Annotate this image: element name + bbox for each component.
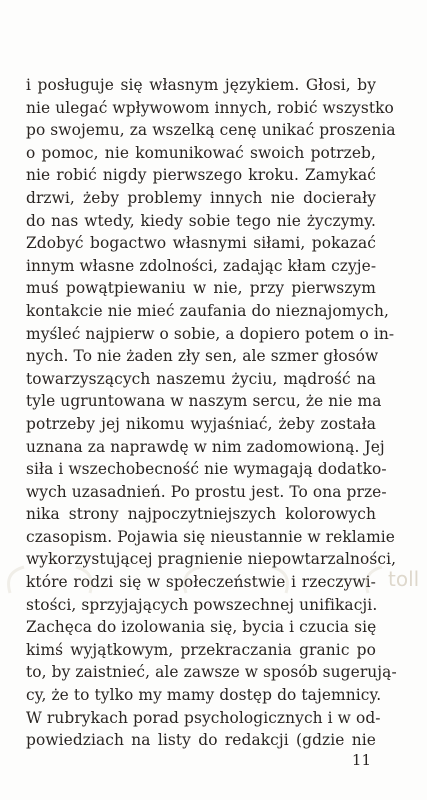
text-line: towarzyszących naszemu życiu, mądrość na xyxy=(26,369,376,388)
text-line: Zachęca do izolowania się, bycia i czucia się xyxy=(26,618,377,637)
text-line: nie robić nigdy pierwszego kroku. Zamykać xyxy=(26,166,376,185)
text-line: o pomoc, nie komunikować swoich potrzeb, xyxy=(26,143,376,162)
text-line: po swojemu, za wszelką cenę unikać proszenia xyxy=(26,121,396,140)
text-line: i posługuje się własnym językiem. Głosi, by xyxy=(26,76,376,94)
text-line: które rodzi się w społeczeństwie i rzeczywi- xyxy=(26,573,376,592)
text-line: stości, sprzyjających powszechnej unifikacji. xyxy=(26,595,378,614)
text-line: cy, że to tylko my mamy dostęp do tajemnicy. xyxy=(26,686,382,705)
text-line: tyle ugruntowana w naszym sercu, że nie ma xyxy=(26,392,382,411)
text-line: nie ulegać wpływowom innych, robić wszystko xyxy=(26,98,394,117)
watermark-text: toll xyxy=(388,567,420,591)
text-line: nika strony najpoczytniejszych kolorowych xyxy=(26,505,376,524)
body-text xyxy=(26,74,397,752)
text-line: to, by zaistnieć, ale zawsze w sposób sugerują- xyxy=(26,663,397,682)
text-line: wykorzystującej pragnienie niepowtarzalności, xyxy=(26,550,397,569)
text-line: kontakcie nie mieć zaufania do nieznajomych, xyxy=(26,301,389,320)
text-line: wych uzasadnień. Po prostu jest. To ona prze- xyxy=(26,482,387,501)
text-line: do nas wtedy, kiedy sobie tego nie życzymy. xyxy=(26,211,376,230)
text-line: drzwi, żeby problemy innych nie docierały xyxy=(26,188,376,207)
text-line: siła i wszechobecność nie wymagają dodatko- xyxy=(26,460,387,479)
watermark-ornament-icon xyxy=(4,565,28,595)
page-number: 11 xyxy=(351,751,371,769)
text-line: czasopism. Pojawia się nieustannie w reklamie xyxy=(26,527,395,546)
text-line: Zdobyć bogactwo własnymi siłami, pokazać xyxy=(26,234,376,253)
text-line: W rubrykach porad psychologicznych i w od- xyxy=(26,708,381,727)
text-line: potrzeby jej nikomu wyjaśniać, żeby została xyxy=(26,414,376,433)
text-line: powiedziach na listy do redakcji (gdzie nie xyxy=(26,731,376,750)
text-line: kimś wyjątkowym, przekraczania granic po xyxy=(26,640,376,659)
text-line: uznana za naprawdę w nim zadomowioną. Jej xyxy=(26,437,385,456)
text-line: nych. To nie żaden zły sen, ale szmer głosów xyxy=(26,347,379,366)
text-line: innym własne zdolności, zadając kłam czyje- xyxy=(26,256,377,275)
text-line: myśleć najpierw o sobie, a dopiero potem o in- xyxy=(26,324,395,343)
text-line: muś powątpiewaniu w nie, przy pierwszym xyxy=(26,279,376,298)
